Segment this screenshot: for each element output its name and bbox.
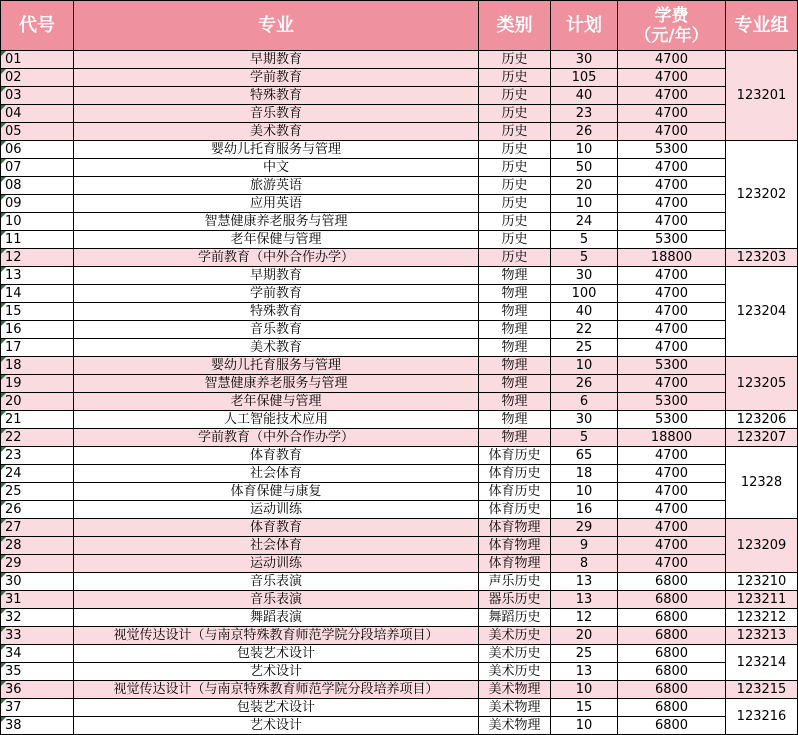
- plan-cell: 105: [551, 69, 618, 87]
- category-cell: 历史: [479, 105, 551, 123]
- code-cell: 32: [1, 609, 74, 627]
- code-cell: 10: [1, 213, 74, 231]
- fee-cell: 6800: [618, 609, 726, 627]
- fee-cell: 4700: [618, 321, 726, 339]
- major-cell: 社会体育: [74, 465, 479, 483]
- category-cell: 物理: [479, 375, 551, 393]
- table-row: [1, 519, 798, 537]
- code-cell: 04: [1, 105, 74, 123]
- table-row: [1, 69, 798, 87]
- header-code: 代号: [1, 1, 74, 51]
- major-cell: 早期教育: [74, 267, 479, 285]
- plan-cell: 30: [551, 51, 618, 69]
- category-cell: 物理: [479, 339, 551, 357]
- plan-cell: 30: [551, 267, 618, 285]
- major-cell: 特殊教育: [74, 303, 479, 321]
- plan-cell: 24: [551, 213, 618, 231]
- code-cell: 28: [1, 537, 74, 555]
- table-row: [1, 123, 798, 141]
- group-cell: 123215: [726, 681, 798, 699]
- group-cell: 123206: [726, 411, 798, 429]
- fee-cell: 4700: [618, 555, 726, 573]
- code-cell: 19: [1, 375, 74, 393]
- table-row: [1, 591, 798, 609]
- category-cell: 物理: [479, 303, 551, 321]
- major-cell: 学前教育（中外合作办学）: [74, 249, 479, 267]
- table-row: [1, 483, 798, 501]
- fee-cell: 5300: [618, 411, 726, 429]
- fee-cell: 4700: [618, 195, 726, 213]
- fee-cell: 5300: [618, 357, 726, 375]
- category-cell: 体育历史: [479, 483, 551, 501]
- category-cell: 历史: [479, 177, 551, 195]
- plan-cell: 13: [551, 591, 618, 609]
- group-cell: 123201: [726, 51, 798, 141]
- category-cell: 历史: [479, 141, 551, 159]
- code-cell: 38: [1, 717, 74, 735]
- table-row: [1, 249, 798, 267]
- table-row: [1, 105, 798, 123]
- fee-cell: 4700: [618, 537, 726, 555]
- group-cell: 123207: [726, 429, 798, 447]
- category-cell: 物理: [479, 393, 551, 411]
- group-cell: 123214: [726, 645, 798, 681]
- fee-cell: 6800: [618, 681, 726, 699]
- code-cell: 22: [1, 429, 74, 447]
- code-cell: 02: [1, 69, 74, 87]
- plan-cell: 18: [551, 465, 618, 483]
- table-row: [1, 645, 798, 663]
- major-cell: 音乐表演: [74, 573, 479, 591]
- plan-cell: 30: [551, 411, 618, 429]
- category-cell: 器乐历史: [479, 591, 551, 609]
- category-cell: 美术物理: [479, 699, 551, 717]
- major-cell: 音乐教育: [74, 321, 479, 339]
- table-row: [1, 537, 798, 555]
- table-row: [1, 429, 798, 447]
- plan-cell: 6: [551, 393, 618, 411]
- category-cell: 历史: [479, 249, 551, 267]
- major-cell: 旅游英语: [74, 177, 479, 195]
- code-cell: 36: [1, 681, 74, 699]
- fee-cell: 4700: [618, 483, 726, 501]
- header-fee: [618, 1, 726, 51]
- fee-cell: 6800: [618, 663, 726, 681]
- code-cell: 29: [1, 555, 74, 573]
- major-cell: 学前教育: [74, 285, 479, 303]
- fee-cell: 4700: [618, 177, 726, 195]
- table-row: [1, 195, 798, 213]
- header-major: 专业: [74, 1, 479, 51]
- plan-cell: 20: [551, 177, 618, 195]
- table-body: [1, 51, 798, 735]
- code-cell: 13: [1, 267, 74, 285]
- plan-cell: 40: [551, 87, 618, 105]
- major-cell: 老年保健与管理: [74, 231, 479, 249]
- table-row: [1, 411, 798, 429]
- fee-cell: 4700: [618, 303, 726, 321]
- code-cell: 14: [1, 285, 74, 303]
- code-cell: 20: [1, 393, 74, 411]
- table-row: [1, 51, 798, 69]
- fee-cell: 4700: [618, 159, 726, 177]
- plan-cell: 100: [551, 285, 618, 303]
- plan-cell: 22: [551, 321, 618, 339]
- group-cell: 123211: [726, 591, 798, 609]
- header-row: [1, 1, 798, 51]
- plan-cell: 16: [551, 501, 618, 519]
- code-cell: 15: [1, 303, 74, 321]
- plan-cell: 13: [551, 573, 618, 591]
- header-plan: 计划: [551, 1, 618, 51]
- plan-cell: 10: [551, 195, 618, 213]
- category-cell: 物理: [479, 429, 551, 447]
- category-cell: 体育历史: [479, 465, 551, 483]
- code-cell: 35: [1, 663, 74, 681]
- major-cell: 应用英语: [74, 195, 479, 213]
- code-cell: 21: [1, 411, 74, 429]
- plan-cell: 23: [551, 105, 618, 123]
- group-cell: 123213: [726, 627, 798, 645]
- code-cell: 25: [1, 483, 74, 501]
- group-cell: 123203: [726, 249, 798, 267]
- major-cell: 艺术设计: [74, 717, 479, 735]
- category-cell: 美术历史: [479, 645, 551, 663]
- table-row: [1, 159, 798, 177]
- code-cell: 31: [1, 591, 74, 609]
- code-cell: 23: [1, 447, 74, 465]
- fee-cell: 6800: [618, 645, 726, 663]
- major-cell: 艺术设计: [74, 663, 479, 681]
- table-row: [1, 303, 798, 321]
- fee-cell: 6800: [618, 591, 726, 609]
- fee-cell: 4700: [618, 465, 726, 483]
- category-cell: 体育物理: [479, 555, 551, 573]
- fee-cell: 5300: [618, 393, 726, 411]
- header-group: 专业组: [726, 1, 798, 51]
- category-cell: 美术物理: [479, 717, 551, 735]
- table-row: [1, 555, 798, 573]
- plan-cell: 25: [551, 339, 618, 357]
- table-row: [1, 717, 798, 735]
- table-row: [1, 87, 798, 105]
- table-row: [1, 177, 798, 195]
- fee-cell: 4700: [618, 267, 726, 285]
- plan-cell: 15: [551, 699, 618, 717]
- category-cell: 历史: [479, 123, 551, 141]
- major-cell: 音乐表演: [74, 591, 479, 609]
- group-cell: 123216: [726, 699, 798, 735]
- plan-cell: 5: [551, 249, 618, 267]
- major-cell: 音乐教育: [74, 105, 479, 123]
- category-cell: 物理: [479, 357, 551, 375]
- category-cell: 物理: [479, 267, 551, 285]
- category-cell: 美术历史: [479, 663, 551, 681]
- plan-cell: 25: [551, 645, 618, 663]
- table-row: [1, 465, 798, 483]
- plan-cell: 10: [551, 717, 618, 735]
- table-row: [1, 285, 798, 303]
- fee-cell: 6800: [618, 627, 726, 645]
- fee-cell: 4700: [618, 51, 726, 69]
- code-cell: 01: [1, 51, 74, 69]
- category-cell: 体育物理: [479, 519, 551, 537]
- fee-cell: 4700: [618, 285, 726, 303]
- plan-cell: 5: [551, 429, 618, 447]
- major-cell: 视觉传达设计（与南京特殊教育师范学院分段培养项目）: [74, 681, 479, 699]
- category-cell: 物理: [479, 285, 551, 303]
- major-cell: 智慧健康养老服务与管理: [74, 213, 479, 231]
- plan-cell: 12: [551, 609, 618, 627]
- major-cell: 婴幼儿托育服务与管理: [74, 357, 479, 375]
- fee-cell: 5300: [618, 141, 726, 159]
- fee-cell: 4700: [618, 519, 726, 537]
- fee-cell: 18800: [618, 249, 726, 267]
- code-cell: 11: [1, 231, 74, 249]
- table-row: [1, 573, 798, 591]
- plan-cell: 65: [551, 447, 618, 465]
- category-cell: 历史: [479, 51, 551, 69]
- major-cell: 人工智能技术应用: [74, 411, 479, 429]
- fee-cell: 18800: [618, 429, 726, 447]
- group-cell: 12328: [726, 447, 798, 519]
- header-category: 类别: [479, 1, 551, 51]
- major-cell: 老年保健与管理: [74, 393, 479, 411]
- group-cell: 123205: [726, 357, 798, 411]
- code-cell: 09: [1, 195, 74, 213]
- plan-cell: 10: [551, 141, 618, 159]
- plan-cell: 50: [551, 159, 618, 177]
- major-cell: 视觉传达设计（与南京特殊教育师范学院分段培养项目）: [74, 627, 479, 645]
- group-cell: 123212: [726, 609, 798, 627]
- major-cell: 包装艺术设计: [74, 645, 479, 663]
- code-cell: 24: [1, 465, 74, 483]
- fee-cell: 4700: [618, 69, 726, 87]
- group-cell: 123209: [726, 519, 798, 573]
- code-cell: 34: [1, 645, 74, 663]
- major-cell: 学前教育（中外合作办学）: [74, 429, 479, 447]
- plan-cell: 13: [551, 663, 618, 681]
- table-row: [1, 339, 798, 357]
- code-cell: 17: [1, 339, 74, 357]
- table-row: [1, 699, 798, 717]
- category-cell: 历史: [479, 195, 551, 213]
- code-cell: 06: [1, 141, 74, 159]
- fee-cell: 6800: [618, 699, 726, 717]
- category-cell: 美术历史: [479, 627, 551, 645]
- fee-cell: 4700: [618, 123, 726, 141]
- category-cell: 历史: [479, 87, 551, 105]
- code-cell: 03: [1, 87, 74, 105]
- table-row: [1, 213, 798, 231]
- plan-cell: 9: [551, 537, 618, 555]
- table-row: [1, 663, 798, 681]
- table-row: [1, 447, 798, 465]
- major-cell: 智慧健康养老服务与管理: [74, 375, 479, 393]
- code-cell: 30: [1, 573, 74, 591]
- fee-cell: 4700: [618, 501, 726, 519]
- major-cell: 运动训练: [74, 501, 479, 519]
- category-cell: 历史: [479, 213, 551, 231]
- group-cell: 123204: [726, 267, 798, 357]
- header-fee-line2: （元/年）: [634, 25, 709, 46]
- fee-cell: 4700: [618, 339, 726, 357]
- major-cell: 体育保健与康复: [74, 483, 479, 501]
- table-row: [1, 393, 798, 411]
- plan-cell: 26: [551, 123, 618, 141]
- fee-cell: 6800: [618, 717, 726, 735]
- code-cell: 08: [1, 177, 74, 195]
- table-row: [1, 267, 798, 285]
- fee-cell: 4700: [618, 105, 726, 123]
- fee-cell: 4700: [618, 213, 726, 231]
- header-fee-line1: 学费: [654, 5, 689, 26]
- plan-cell: 29: [551, 519, 618, 537]
- category-cell: 历史: [479, 231, 551, 249]
- code-cell: 16: [1, 321, 74, 339]
- major-cell: 美术教育: [74, 339, 479, 357]
- plan-cell: 10: [551, 483, 618, 501]
- major-cell: 早期教育: [74, 51, 479, 69]
- table-row: [1, 357, 798, 375]
- table-row: [1, 681, 798, 699]
- code-cell: 05: [1, 123, 74, 141]
- major-cell: 体育教育: [74, 519, 479, 537]
- plan-cell: 26: [551, 375, 618, 393]
- code-cell: 07: [1, 159, 74, 177]
- code-cell: 27: [1, 519, 74, 537]
- table-row: [1, 375, 798, 393]
- category-cell: 物理: [479, 411, 551, 429]
- code-cell: 37: [1, 699, 74, 717]
- group-cell: 123210: [726, 573, 798, 591]
- plan-cell: 20: [551, 627, 618, 645]
- major-cell: 体育教育: [74, 447, 479, 465]
- table-row: [1, 321, 798, 339]
- major-cell: 美术教育: [74, 123, 479, 141]
- category-cell: 舞蹈历史: [479, 609, 551, 627]
- fee-cell: 4700: [618, 87, 726, 105]
- category-cell: 声乐历史: [479, 573, 551, 591]
- major-cell: 学前教育: [74, 69, 479, 87]
- code-cell: 26: [1, 501, 74, 519]
- table-row: [1, 609, 798, 627]
- category-cell: 体育历史: [479, 447, 551, 465]
- plan-cell: 40: [551, 303, 618, 321]
- major-cell: 运动训练: [74, 555, 479, 573]
- plan-cell: 5: [551, 231, 618, 249]
- category-cell: 美术物理: [479, 681, 551, 699]
- plan-cell: 10: [551, 357, 618, 375]
- category-cell: 体育历史: [479, 501, 551, 519]
- plan-cell: 10: [551, 681, 618, 699]
- fee-cell: 6800: [618, 573, 726, 591]
- major-cell: 中文: [74, 159, 479, 177]
- fee-cell: 4700: [618, 447, 726, 465]
- table-row: [1, 501, 798, 519]
- category-cell: 体育物理: [479, 537, 551, 555]
- table-row: [1, 231, 798, 249]
- fee-cell: 5300: [618, 231, 726, 249]
- code-cell: 12: [1, 249, 74, 267]
- major-cell: 社会体育: [74, 537, 479, 555]
- table-row: [1, 627, 798, 645]
- table-row: [1, 141, 798, 159]
- category-cell: 物理: [479, 321, 551, 339]
- major-cell: 婴幼儿托育服务与管理: [74, 141, 479, 159]
- category-cell: 历史: [479, 69, 551, 87]
- major-cell: 包装艺术设计: [74, 699, 479, 717]
- fee-cell: 4700: [618, 375, 726, 393]
- plan-cell: 8: [551, 555, 618, 573]
- group-cell: 123202: [726, 141, 798, 249]
- code-cell: 18: [1, 357, 74, 375]
- code-cell: 33: [1, 627, 74, 645]
- major-cell: 舞蹈表演: [74, 609, 479, 627]
- major-cell: 特殊教育: [74, 87, 479, 105]
- category-cell: 历史: [479, 159, 551, 177]
